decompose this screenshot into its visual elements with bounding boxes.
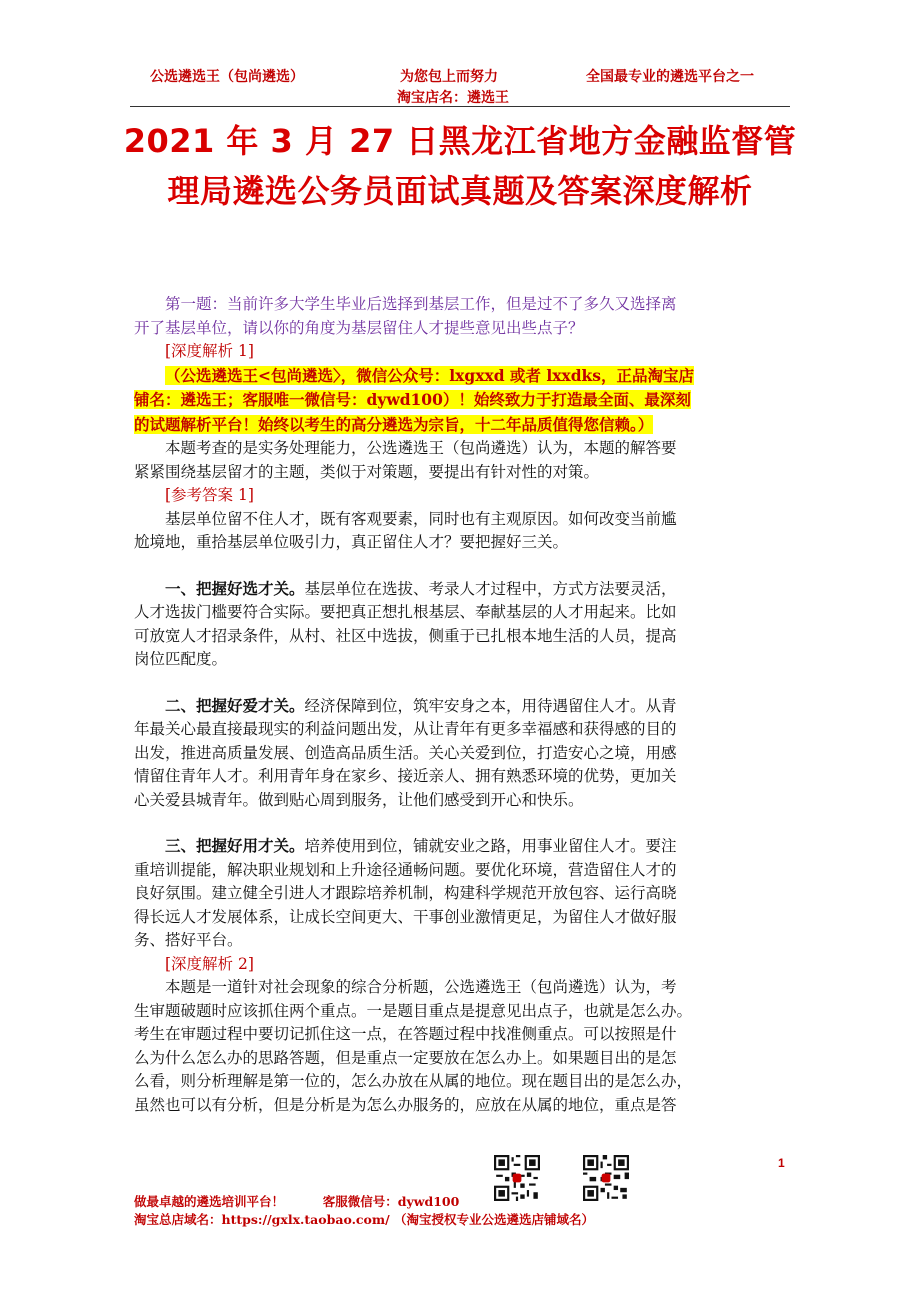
- footer-line-1: [134, 1192, 459, 1210]
- point-2-line-2: 年最关心最直接最现实的利益问题出发，从让青年有更多幸福感和获得感的目的: [134, 720, 677, 738]
- point-3-line-4: 得长远人才发展体系，让成长空间更大、干事创业激情更足，为留住人才做好服: [134, 907, 677, 926]
- point-1: [134, 578, 786, 672]
- analysis-2-line-5: 么看，则分析理解是第一位的，怎么办放在从属的地位。现在题目出的是怎么办，: [134, 1072, 693, 1090]
- header-tagline: 全国最专业的遴选平台之一: [586, 69, 754, 85]
- point-3: [134, 835, 786, 953]
- ad-line-2: 铺名：遴选王；客服唯一微信号：dywd100）！始终致力于打造最全面、最深刻: [134, 390, 691, 409]
- point-1-line-1: 基层单位在选拔、考录人才过程中，方式方法要灵活，: [304, 579, 677, 598]
- ad-line-1: （公选遴选王<包尚遴选〉，微信公众号：lxgxxd 或者 lxxdks，正品淘宝店: [165, 365, 694, 385]
- title-line-2: 理局遴选公务员面试真题及答案深度解析: [167, 172, 753, 210]
- point-2: [134, 695, 786, 813]
- point-2-line-4: 情留住青年人才。利用青年身在家乡、接近亲人、拥有熟悉环境的优势，更加关: [134, 767, 677, 785]
- analysis-2-line-1: 本题是一道针对社会现象的综合分析题，公选遴选王（包尚遴选）认为，考: [165, 978, 677, 996]
- point-2-heading: 二、把握好爱才关。: [165, 696, 305, 715]
- answer-1-intro: [134, 508, 786, 555]
- point-1-line-4: 岗位匹配度。: [134, 650, 228, 668]
- point-1-line-3: 可放宽人才招录条件，从村、社区中选拔，侧重于已扎根本地生活的人员，提高: [134, 626, 677, 645]
- question-1: [134, 293, 786, 340]
- analysis-1-tag: [深度解析 1]: [165, 342, 254, 360]
- ad-line-3: 的试题解析平台！始终以考生的高分遴选为宗旨，十二年品质值得您信赖。）: [134, 414, 654, 434]
- document-body: [134, 293, 786, 1117]
- point-3-heading: 三、把握好用才关。: [165, 837, 305, 855]
- point-2-line-5: 心关爱县城青年。做到贴心周到服务，让他们感受到开心和快乐。: [134, 790, 584, 809]
- answer-intro-line-2: 尬境地，重拾基层单位吸引力，真正留住人才？要把握好三关。: [134, 533, 569, 551]
- point-2-line-1: 经济保障到位，筑牢安身之本，用待遇留住人才。从青: [304, 696, 677, 715]
- question-line-1: 第一题：当前许多大学生毕业后选择到基层工作，但是过不了多久又选择离: [165, 295, 677, 313]
- qr-code-icon-wechat-account: [494, 1155, 540, 1201]
- header-slogan: 为您包上而努力: [400, 69, 498, 85]
- header-store-name: 淘宝店名：遴选王: [397, 90, 509, 106]
- header-divider: [130, 106, 790, 107]
- footer-wechat: 客服微信号：dywd100: [322, 1194, 460, 1209]
- point-3-line-1: 培养使用到位，铺就安业之路，用事业留住人才。要注: [304, 837, 677, 855]
- footer-slogan: 做最卓越的遴选培训平台！: [134, 1194, 285, 1209]
- footer-store-url[interactable]: 淘宝总店域名：https://gxlx.taobao.com/ （淘宝授权专业公选遴选店铺域名）: [134, 1212, 595, 1227]
- point-1-heading: 一、把握好选才关。: [165, 579, 305, 598]
- analysis-2-line-2: 生审题破题时应该抓住两个重点。一是题目重点是提意见出点子，也就是怎么办。: [134, 1001, 693, 1020]
- analysis-2-line-4: 么为什么怎么办的思路答题，但是重点一定要放在怎么办上。如果题目出的是怎: [134, 1048, 677, 1067]
- question-line-2: 开了基层单位，请以你的角度为基层留住人才提些意见出些点子？: [134, 318, 584, 337]
- analysis-1-line-2: 紧紧围绕基层留才的主题，类似于对策题，要提出有针对性的对策。: [134, 462, 600, 481]
- point-2-line-3: 出发，推进高质量发展、创造高品质生活。关心关爱到位，打造安心之境，用感: [134, 743, 677, 762]
- analysis-2-line-6: 虽然也可以有分析，但是分析是为怎么办服务的，应放在从属的地位，重点是答: [134, 1095, 677, 1114]
- point-3-line-2: 重培训提能，解决职业规划和上升途径通畅问题。要优化环境，营造留住人才的: [134, 860, 677, 879]
- analysis-2-line-3: 考生在审题过程中要切记抓住这一点，在答题过程中找准侧重点。可以按照是什: [134, 1025, 677, 1043]
- analysis-1-line-1: 本题考查的是实务处理能力，公选遴选王（包尚遴选）认为，本题的解答要: [165, 439, 677, 457]
- answer-intro-line-1: 基层单位留不住人才，既有客观要素，同时也有主观原因。如何改变当前尴: [165, 509, 677, 528]
- page-header: [0, 0, 920, 112]
- header-brand: 公选遴选王（包尚遴选）: [150, 69, 304, 85]
- answer-1-tag: [参考答案 1]: [165, 486, 254, 504]
- analysis-2-text: [134, 976, 786, 1117]
- qr-code-icon-customer-service: [583, 1155, 629, 1201]
- page-number: 1: [778, 1156, 785, 1170]
- analysis-1-text: [134, 437, 786, 484]
- title-line-1: 2021 年 3 月 27 日黑龙江省地方金融监督管: [123, 122, 797, 160]
- point-1-line-2: 人才选拔门槛要符合实际。要把真正想扎根基层、奉献基层的人才用起来。比如: [134, 603, 677, 621]
- point-3-line-3: 良好氛围。建立健全引进人才跟踪培养机制，构建科学规范开放包容、运行高晓: [134, 884, 677, 902]
- ad-banner: [134, 364, 786, 438]
- document-title: [100, 116, 820, 216]
- analysis-2-tag: [深度解析 2]: [165, 954, 254, 973]
- point-3-line-5: 务、搭好平台。: [134, 931, 243, 949]
